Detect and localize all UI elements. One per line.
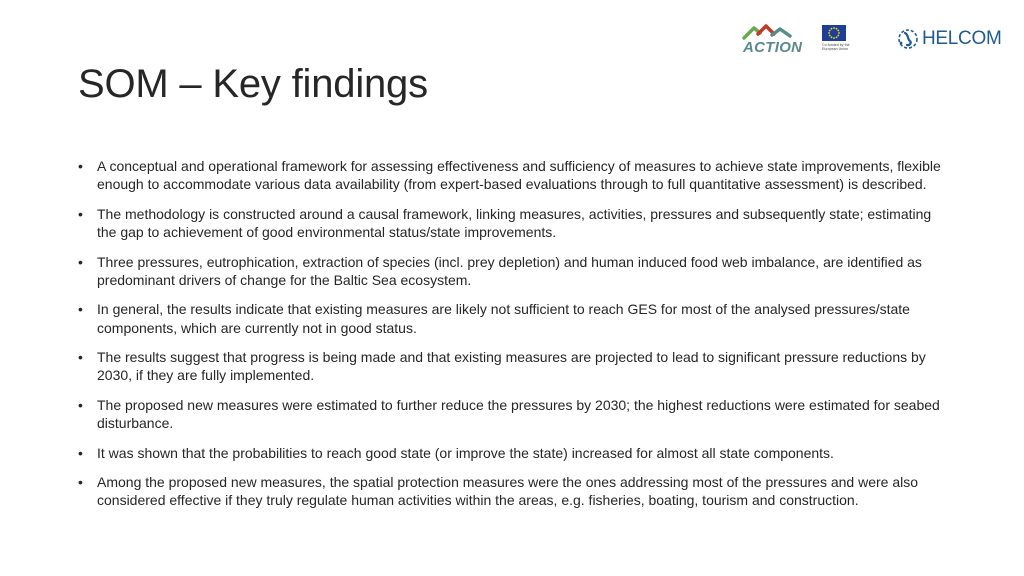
action-logo-text: ACTION (743, 39, 803, 56)
bullet-text: Among the proposed new measures, the spatial protection measures were the ones addressing most of the pressures and were also considered effective if they truly regulate human activities within the areas, e.g. fisheries, boating, tourism and construction. (97, 474, 919, 509)
action-logo (740, 22, 810, 58)
bullet-item (78, 473, 953, 510)
bullet-text: A conceptual and operational framework for assessing effectiveness and sufficiency of measures to achieve state improvements, flexible enough to accommodate various data availability (from expert-based evaluations through to full quantitative assessment) is described. (97, 158, 941, 193)
bullet-marker: • (78, 474, 83, 491)
bullet-text: In general, the results indicate that existing measures are likely not sufficient to reach GES for most of the analysed pressures/state components, which are currently not in good status. (97, 301, 910, 336)
bullet-marker: • (78, 349, 83, 366)
bullet-item (78, 157, 953, 194)
bullet-marker: • (78, 253, 83, 270)
bullet-marker: • (78, 396, 83, 413)
eu-logo (822, 25, 862, 57)
helcom-logo (896, 26, 1000, 52)
eu-caption-line1: Co-funded by the (822, 43, 850, 47)
slide-title: SOM – Key findings (78, 62, 428, 106)
bullet-text: The results suggest that progress is being made and that existing measures are projected to lead to significant pressure reductions by 2030, if they are fully implemented. (97, 349, 926, 384)
bullet-item (78, 205, 953, 242)
bullet-marker: • (78, 444, 83, 461)
eu-caption (822, 43, 862, 52)
eu-caption-line2: European Union (822, 47, 848, 52)
bullet-text: Three pressures, eutrophication, extraction of species (incl. prey depletion) and human induced food web imbalance, are identified as predominant drivers of change for the Baltic Sea ecosystem. (97, 253, 922, 288)
helcom-emblem-icon (896, 26, 922, 52)
helcom-logo-text: HELCOM (922, 28, 1002, 49)
bullet-item (78, 300, 953, 337)
bullet-marker: • (78, 205, 83, 222)
bullet-marker: • (78, 301, 83, 318)
bullet-item (78, 253, 953, 290)
bullet-text: The methodology is constructed around a causal framework, linking measures, activities, pressures and subsequently state; estimating the gap to achievement of good environmental status/state improvements. (97, 205, 932, 241)
bullet-item (78, 396, 953, 433)
bullet-text: It was shown that the probabilities to reach good state (or improve the state) increased for almost all state components. (97, 444, 834, 461)
bullet-marker: • (78, 158, 83, 174)
bullet-list (78, 157, 953, 521)
bullet-text: The proposed new measures were estimated to further reduce the pressures by 2030; the highest reductions were estimated for seabed disturbance. (97, 396, 940, 432)
eu-flag-icon (822, 25, 846, 41)
bullet-item (78, 444, 953, 462)
bullet-item (78, 348, 953, 385)
